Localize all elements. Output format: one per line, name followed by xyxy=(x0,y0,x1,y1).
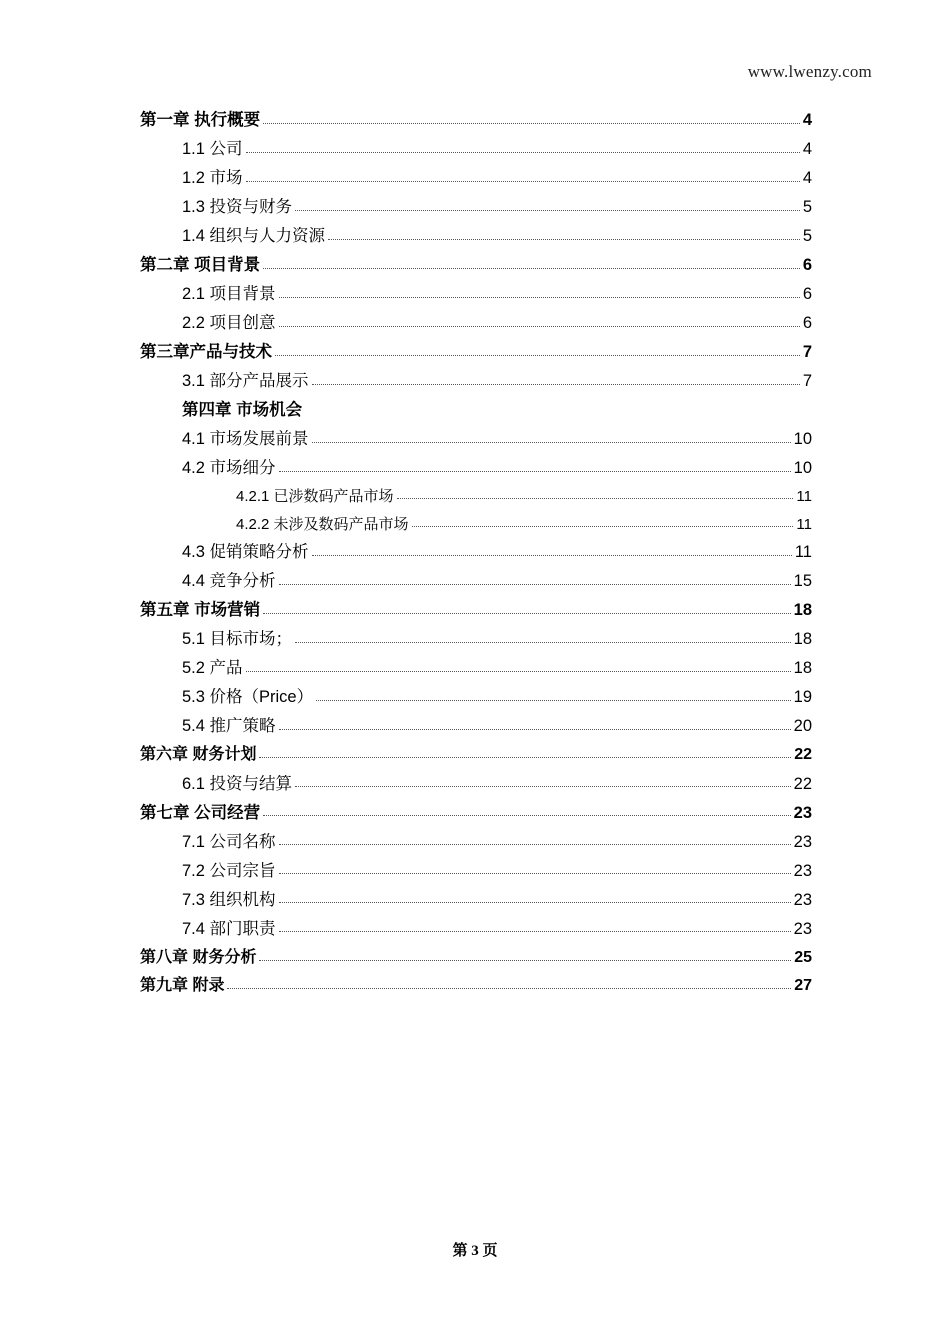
toc-entry-label: 4.3 促销策略分析 xyxy=(182,543,309,561)
toc-entry-label: 2.2 项目创意 xyxy=(182,314,276,332)
toc-entry-page: 23 xyxy=(793,832,812,851)
toc-leader-dots xyxy=(328,238,800,240)
toc-entry-page: 7 xyxy=(802,343,812,361)
toc-entry-page: 4 xyxy=(802,169,812,187)
toc-entry-label: 第二章 项目背景 xyxy=(140,256,261,274)
toc-entry[interactable] xyxy=(182,315,812,332)
toc-leader-dots xyxy=(305,413,809,414)
toc-entry[interactable] xyxy=(182,573,812,590)
toc-leader-dots xyxy=(279,470,791,472)
toc-entry-label: 7.2 公司宗旨 xyxy=(182,861,276,880)
toc-entry-page: 18 xyxy=(793,601,812,619)
toc-entry[interactable] xyxy=(182,228,812,245)
toc-entry[interactable] xyxy=(182,631,812,648)
toc-entry-label: 4.4 竞争分析 xyxy=(182,572,276,590)
toc-entry[interactable] xyxy=(140,257,812,274)
toc-entry[interactable] xyxy=(182,921,812,938)
toc-leader-dots xyxy=(263,267,800,269)
toc-entry-page: 22 xyxy=(794,746,812,763)
toc-entry-label: 第九章 附录 xyxy=(140,977,225,994)
toc-entry-label: 第三章产品与技术 xyxy=(140,343,272,361)
toc-entry[interactable] xyxy=(140,805,812,822)
toc-leader-dots xyxy=(279,728,791,730)
toc-entry-label: 4.2 市场细分 xyxy=(182,459,276,477)
toc-entry[interactable] xyxy=(182,544,812,561)
page-footer xyxy=(0,1239,950,1260)
toc-leader-dots xyxy=(295,785,791,787)
toc-entry-label: 4.2.2 未涉及数码产品市场 xyxy=(236,515,409,533)
toc-leader-dots xyxy=(279,296,800,298)
toc-entry-label: 7.3 组织机构 xyxy=(182,890,276,909)
toc-entry[interactable] xyxy=(182,170,812,187)
toc-entry[interactable] xyxy=(182,660,812,677)
toc-entry-label: 5.1 目标市场； xyxy=(182,630,293,648)
toc-leader-dots xyxy=(312,441,791,443)
toc-entry-page: 20 xyxy=(793,717,812,735)
toc-entry-page: 11 xyxy=(796,515,812,533)
toc-entry-label: 3.1 部分产品展示 xyxy=(182,372,309,390)
toc-entry[interactable] xyxy=(140,747,812,763)
toc-entry-page: 23 xyxy=(793,890,812,909)
toc-entry-label: 第七章 公司经营 xyxy=(140,803,261,822)
toc-entry[interactable] xyxy=(182,718,812,735)
toc-entry[interactable] xyxy=(182,776,812,793)
toc-leader-dots xyxy=(246,180,800,182)
toc-leader-dots xyxy=(259,959,791,961)
toc-entry[interactable] xyxy=(140,112,812,129)
toc-entry-page: 10 xyxy=(793,459,812,477)
toc-entry[interactable] xyxy=(182,286,812,303)
toc-entry-label: 1.4 组织与人力资源 xyxy=(182,227,326,245)
toc-entry[interactable] xyxy=(182,199,812,216)
toc-entry-label: 第五章 市场营销 xyxy=(140,601,261,619)
toc-entry-page: 6 xyxy=(802,285,812,303)
toc-entry-page: 23 xyxy=(793,919,812,938)
toc-entry-page: 23 xyxy=(793,861,812,880)
toc-leader-dots xyxy=(312,554,792,556)
toc-leader-dots xyxy=(263,612,791,614)
toc-entry[interactable] xyxy=(182,863,812,880)
toc-entry-label: 第一章 执行概要 xyxy=(140,111,261,129)
toc-leader-dots xyxy=(275,354,800,356)
toc-entry-label: 5.3 价格（Price） xyxy=(182,688,314,706)
toc-entry-page: 15 xyxy=(793,572,812,590)
toc-entry-label: 6.1 投资与结算 xyxy=(182,774,293,793)
toc-entry-label: 第四章 市场机会 xyxy=(182,401,303,419)
toc-entry-label: 5.4 推广策略 xyxy=(182,717,276,735)
toc-leader-dots xyxy=(279,930,791,932)
site-watermark: www.lwenzy.com xyxy=(747,62,872,81)
toc-entry-label: 第六章 财务计划 xyxy=(140,746,257,763)
toc-leader-dots xyxy=(279,872,791,874)
toc-entry-page: 6 xyxy=(802,256,812,274)
toc-entry-page: 5 xyxy=(802,227,812,245)
toc-leader-dots xyxy=(279,583,791,585)
toc-entry-page: 4 xyxy=(802,140,812,158)
toc-entry-page: 11 xyxy=(794,543,812,561)
toc-leader-dots xyxy=(246,670,791,672)
toc-entry-page: 18 xyxy=(793,659,812,677)
toc-entry[interactable] xyxy=(236,517,812,532)
toc-entry-label: 7.4 部门职责 xyxy=(182,919,276,938)
toc-entry[interactable] xyxy=(182,402,812,419)
toc-entry[interactable] xyxy=(140,344,812,361)
toc-entry[interactable] xyxy=(182,431,812,448)
toc-leader-dots xyxy=(279,843,791,845)
toc-entry-page: 25 xyxy=(794,948,812,966)
toc-leader-dots xyxy=(312,383,800,385)
toc-entry-label: 1.1 公司 xyxy=(182,140,243,158)
toc-entry-label: 1.2 市场 xyxy=(182,169,243,187)
toc-entry-page: 27 xyxy=(794,977,812,994)
toc-entry[interactable] xyxy=(236,489,812,504)
toc-entry-page: 7 xyxy=(802,372,812,390)
toc-entry-page: 18 xyxy=(793,630,812,648)
table-of-contents xyxy=(140,112,812,1007)
toc-entry[interactable] xyxy=(182,689,812,706)
page-number: 第 3 页 xyxy=(452,1243,498,1259)
toc-entry-page: 6 xyxy=(802,314,812,332)
toc-leader-dots xyxy=(295,209,800,211)
toc-entry[interactable] xyxy=(140,950,812,966)
toc-entry[interactable] xyxy=(182,141,812,158)
toc-entry[interactable] xyxy=(182,460,812,477)
toc-entry-page: 11 xyxy=(796,488,812,505)
toc-leader-dots xyxy=(263,122,800,124)
toc-entry[interactable] xyxy=(140,978,812,994)
toc-entry-label: 4.2.1 已涉数码产品市场 xyxy=(236,488,394,505)
toc-entry[interactable] xyxy=(140,602,812,619)
toc-entry[interactable] xyxy=(182,373,812,390)
toc-entry-page: 4 xyxy=(802,111,812,129)
toc-leader-dots xyxy=(263,814,791,816)
toc-entry-label: 7.1 公司名称 xyxy=(182,832,276,851)
toc-entry-page: 5 xyxy=(802,198,812,216)
toc-entry-page: 10 xyxy=(793,430,812,448)
toc-entry[interactable] xyxy=(182,892,812,909)
toc-leader-dots xyxy=(412,525,794,527)
toc-leader-dots xyxy=(227,987,791,989)
toc-entry-page: 19 xyxy=(793,688,812,706)
toc-leader-dots xyxy=(397,497,794,499)
toc-entry-label: 4.1 市场发展前景 xyxy=(182,430,309,448)
toc-entry-label: 5.2 产品 xyxy=(182,659,243,677)
toc-entry-label: 2.1 项目背景 xyxy=(182,285,276,303)
toc-entry[interactable] xyxy=(182,834,812,851)
toc-leader-dots xyxy=(316,699,791,701)
toc-entry-label: 1.3 投资与财务 xyxy=(182,198,293,216)
toc-leader-dots xyxy=(246,151,800,153)
toc-leader-dots xyxy=(295,641,791,643)
toc-leader-dots xyxy=(279,901,791,903)
toc-leader-dots xyxy=(279,325,800,327)
toc-entry-page: 23 xyxy=(793,803,812,822)
toc-entry-page: 22 xyxy=(793,774,812,793)
toc-entry-label: 第八章 财务分析 xyxy=(140,948,257,966)
toc-leader-dots xyxy=(259,756,791,758)
